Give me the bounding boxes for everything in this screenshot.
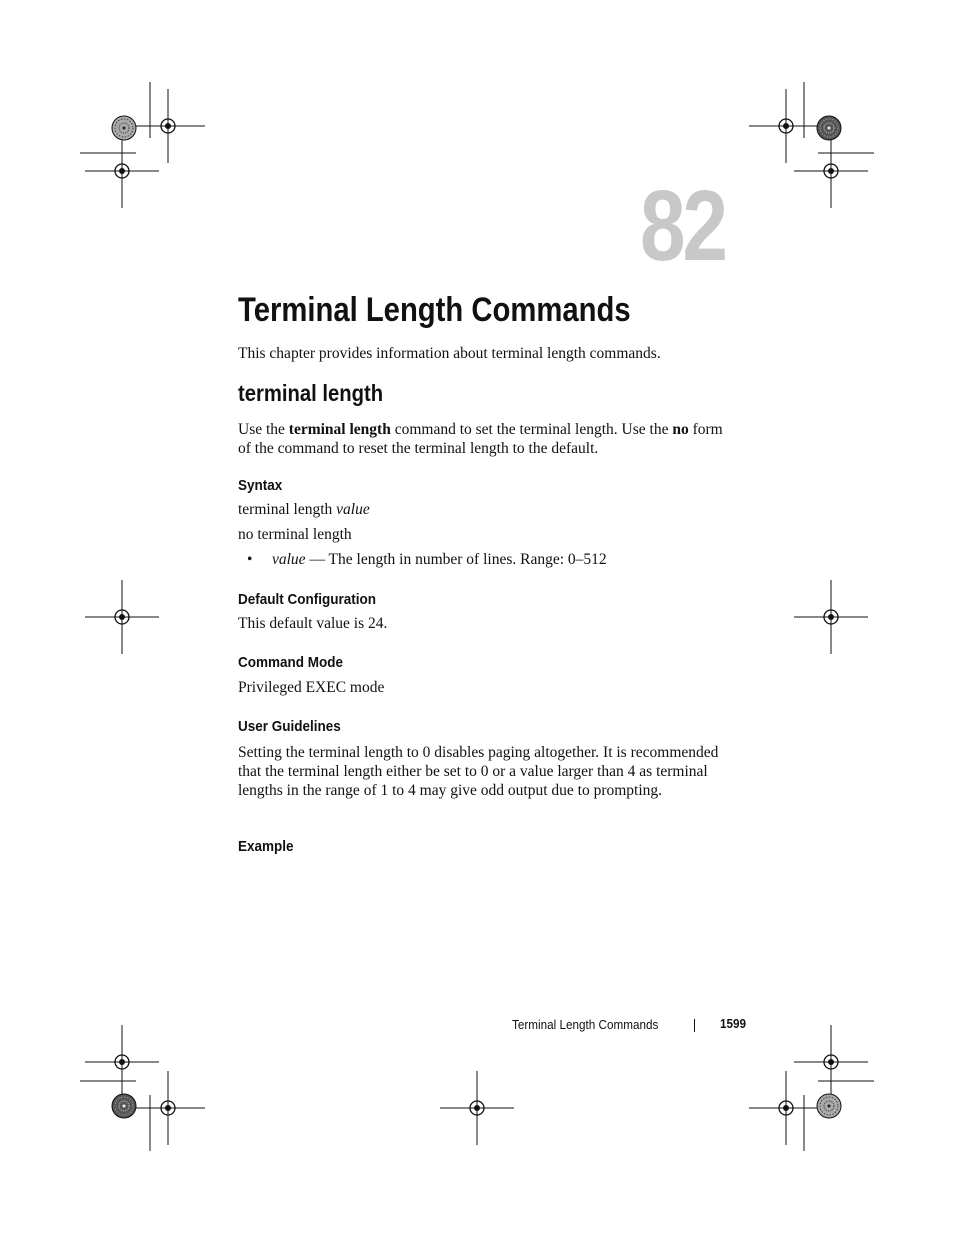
chapter-intro: This chapter provides information about terminal length commands. (238, 345, 661, 362)
chapter-title: Terminal Length Commands (238, 291, 631, 329)
footer-chapter-name: Terminal Length Commands (512, 1017, 659, 1032)
syntax-param: value (336, 501, 370, 518)
syntax-command: terminal length (238, 501, 337, 518)
bullet-description: — The length in number of lines. Range: 0–512 (305, 551, 607, 568)
syntax-line-set (238, 501, 370, 519)
footer-separator (694, 1019, 695, 1032)
bullet-text (272, 551, 607, 569)
default-config-text: This default value is 24. (238, 615, 388, 632)
bullet-param: value (272, 551, 306, 568)
default-config-heading: Default Configuration (238, 591, 376, 608)
page-number: 1599 (720, 1016, 747, 1031)
example-heading: Example (238, 838, 294, 855)
user-guidelines-text: Setting the terminal length to 0 disables paging altogether. It is recommended that the terminal length either be set to 0 or a value larger than 4 as terminal lengths in the range of 1 to 4 may give odd output due to prompting. (238, 744, 719, 799)
bullet-marker: • (247, 551, 253, 568)
desc-command-name: terminal length (288, 421, 391, 438)
command-mode-heading: Command Mode (238, 654, 344, 671)
syntax-heading: Syntax (238, 477, 283, 494)
param-bullet (247, 551, 607, 569)
desc-text: Use the (238, 421, 289, 438)
command-description (238, 420, 738, 458)
command-mode-text: Privileged EXEC mode (238, 679, 385, 696)
desc-text: command to set the terminal length. Use the (390, 421, 673, 438)
syntax-line-no: no terminal length (238, 526, 352, 543)
desc-text: form of the command to reset the terminal length to the default. (238, 421, 723, 457)
user-guidelines-heading: User Guidelines (238, 718, 341, 735)
section-title: terminal length (238, 380, 384, 406)
chapter-number: 82 (640, 170, 725, 282)
desc-no-keyword: no (672, 421, 689, 438)
